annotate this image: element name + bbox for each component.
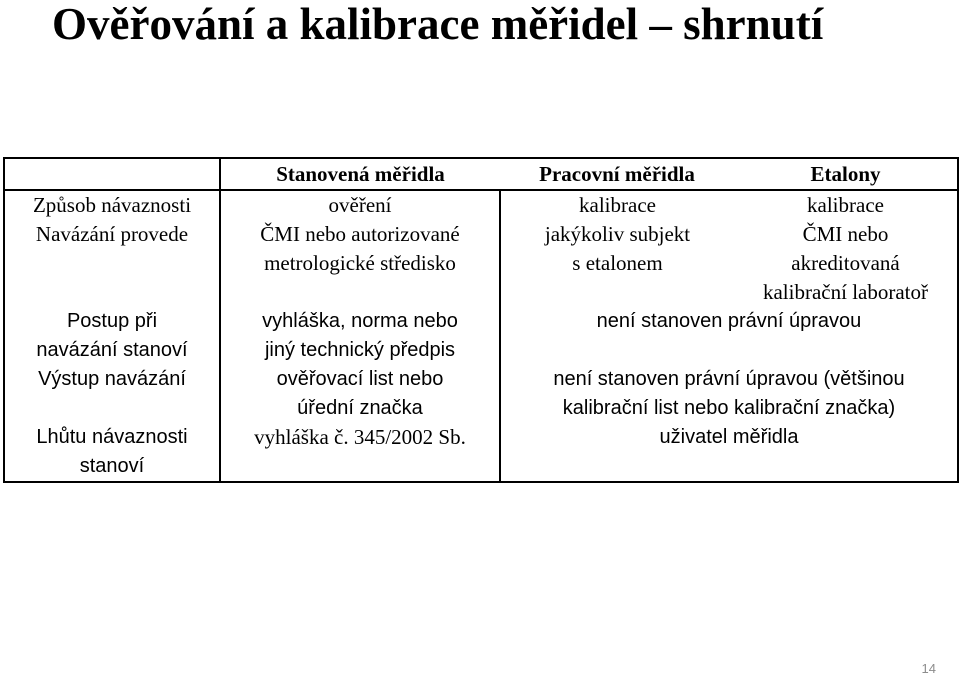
row-label: Způsob návaznosti [4, 190, 220, 220]
header-pracovni-meridla: Pracovní měřidla [500, 158, 734, 190]
table-row [4, 423, 958, 482]
cell-pracovni: jakýkoliv subjekt s etalonem [500, 220, 734, 307]
table-row [4, 190, 958, 220]
table-row [4, 365, 958, 423]
row-label: Výstup navázání [4, 365, 220, 423]
slide-title: Ověřování a kalibrace měřidel – shrnutí [52, 0, 824, 49]
cell-etalony: kalibrace [734, 190, 958, 220]
header-empty [4, 158, 220, 190]
header-etalony: Etalony [734, 158, 958, 190]
summary-table [3, 157, 959, 483]
row-label: Lhůtu návaznosti stanoví [4, 423, 220, 482]
cell-merged: není stanoven právní úpravou [500, 307, 958, 365]
cell-stanovena: ověření [220, 190, 500, 220]
cell-stanovena: ověřovací list nebo úřední značka [220, 365, 500, 423]
cell-merged: není stanoven právní úpravou (většinou kalibrační list nebo kalibrační značka) [500, 365, 958, 423]
cell-stanovena: vyhláška č. 345/2002 Sb. [220, 423, 500, 482]
cell-stanovena: ČMI nebo autorizované metrologické středisko [220, 220, 500, 307]
table-row [4, 220, 958, 307]
cell-etalony: ČMI nebo akreditovaná kalibrační laboratoř [734, 220, 958, 307]
cell-stanovena: vyhláška, norma nebo jiný technický předpis [220, 307, 500, 365]
cell-pracovni: kalibrace [500, 190, 734, 220]
row-label: Postup při navázání stanoví [4, 307, 220, 365]
header-stanovena-meridla: Stanovená měřidla [220, 158, 500, 190]
row-label: Navázání provede [4, 220, 220, 307]
table-row [4, 307, 958, 365]
page-number: 14 [921, 661, 936, 676]
cell-merged: uživatel měřidla [500, 423, 958, 482]
table-header-row [4, 158, 958, 190]
